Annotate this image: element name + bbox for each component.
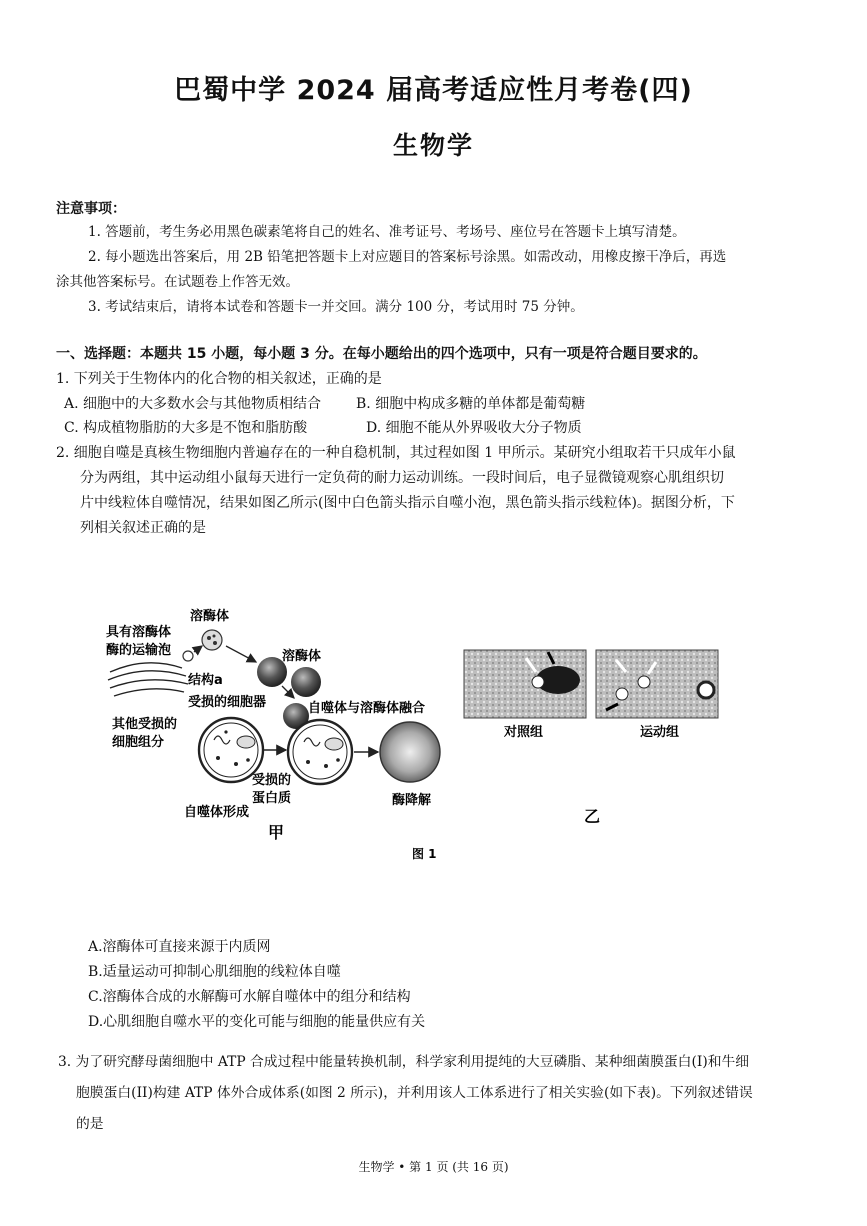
figure-1 (96, 590, 736, 870)
q2-option-b: B.适量运动可抑制心肌细胞的线粒体自噬 (88, 964, 341, 980)
notice-item-2: 2. 每小题选出答案后，用 2B 铅笔把答题卡上对应题目的答案标号涂黑。如需改动，用橡皮擦干净后，再选 (88, 249, 727, 265)
label-control: 对照组 (504, 725, 544, 740)
question-2-stem: 2. 细胞自噬是真核生物细胞内普遍存在的一种自稳机制，其过程如图 1 甲所示。某研究小组取若干只成年小鼠 (56, 445, 736, 461)
exam-title: 巴蜀中学 2024 届高考适应性月考卷(四) (174, 75, 693, 106)
label-other-2: 细胞组分 (112, 735, 165, 750)
q2-option-d: D.心肌细胞自噬水平的变化可能与细胞的能量供应有关 (88, 1014, 426, 1030)
question-3-stem: 3. 为了研究酵母菌细胞中 ATP 合成过程中能量转换机制，科学家利用提纯的大豆磷脂、某种细菌膜蛋白(I)和牛细 (58, 1054, 750, 1070)
fusion-icon (288, 720, 352, 784)
label-protein-1: 受损的 (252, 773, 292, 788)
figure-caption: 图 1 (412, 847, 437, 861)
label-vesicle-1: 具有溶酶体 (106, 625, 172, 640)
vesicle-icon (183, 651, 193, 661)
label-fusion: 自噬体与溶酶体融合 (308, 701, 426, 716)
q1-option-b: B. 细胞中构成多糖的单体都是葡萄糖 (356, 396, 586, 412)
golgi-icon (108, 663, 188, 696)
diagram-jia (106, 608, 440, 842)
notice-item-1: 1. 答题前，考生务必用黑色碳素笔将自己的姓名、准考证号、考场号、座位号在答题卡上填写清楚。 (88, 224, 686, 240)
question-3-stem-2: 胞膜蛋白(II)构建 ATP 体外合成体系(如图 2 所示)，并利用该人工体系进行了相关实验(如下表)。下列叙述错误 (76, 1085, 753, 1101)
micrograph-exercise (596, 650, 718, 718)
q1-option-c: C. 构成植物脂肪的大多是不饱和脂肪酸 (64, 420, 308, 436)
label-exercise: 运动组 (640, 725, 680, 740)
micrograph-control (464, 650, 586, 718)
q2-option-c: C.溶酶体合成的水解酶可水解自噬体中的组分和结构 (88, 989, 411, 1005)
degraded-icon (380, 722, 440, 782)
question-2-stem-3: 片中线粒体自噬情况，结果如图乙所示(图中白色箭头指示自噬小泡，黑色箭头指示线粒体)。据图分析，下 (80, 495, 735, 511)
lysosome-small-icon (202, 630, 222, 650)
q1-option-a: A. 细胞中的大多数水会与其他物质相结合 (64, 396, 322, 412)
notice-heading: 注意事项： (56, 201, 126, 217)
question-2-stem-2: 分为两组，其中运动组小鼠每天进行一定负荷的耐力运动训练。一段时间后，电子显微镜观察心肌组织切 (80, 470, 724, 486)
notice-item-3: 3. 考试结束后，请将本试卷和答题卡一并交回。满分 100 分，考试用时 75 分钟。 (88, 299, 584, 315)
question-1-stem: 1. 下列关于生物体内的化合物的相关叙述，正确的是 (56, 371, 382, 387)
label-structure-a: 结构a (188, 673, 223, 688)
section-heading: 一、选择题：本题共 15 小题，每小题 3 分。在每小题给出的四个选项中，只有一项是符合题目要求的。 (56, 346, 707, 362)
q1-option-d: D. 细胞不能从外界吸收大分子物质 (366, 420, 582, 436)
label-lysosome: 溶酶体 (190, 609, 230, 624)
label-jia: 甲 (268, 823, 285, 842)
label-protein-2: 蛋白质 (252, 791, 292, 806)
label-enzyme-degrade: 酶降解 (392, 793, 432, 808)
label-autophagosome: 自噬体形成 (184, 805, 250, 820)
question-3-stem-3: 的是 (76, 1116, 104, 1132)
subject-title: 生物学 (392, 131, 474, 160)
label-vesicle-2: 酶的运输泡 (106, 643, 172, 658)
label-yi: 乙 (584, 807, 601, 826)
question-2-stem-4: 列相关叙述正确的是 (80, 520, 206, 536)
label-other-1: 其他受损的 (112, 717, 178, 732)
notice-item-2-cont: 涂其他答案标号。在试题卷上作答无效。 (56, 274, 299, 290)
label-damaged-organelle: 受损的细胞器 (188, 695, 267, 710)
page-footer: 生物学 • 第 1 页 (共 16 页) (358, 1160, 509, 1174)
q2-option-a: A.溶酶体可直接来源于内质网 (88, 939, 271, 955)
label-lysosome-2: 溶酶体 (282, 649, 322, 664)
